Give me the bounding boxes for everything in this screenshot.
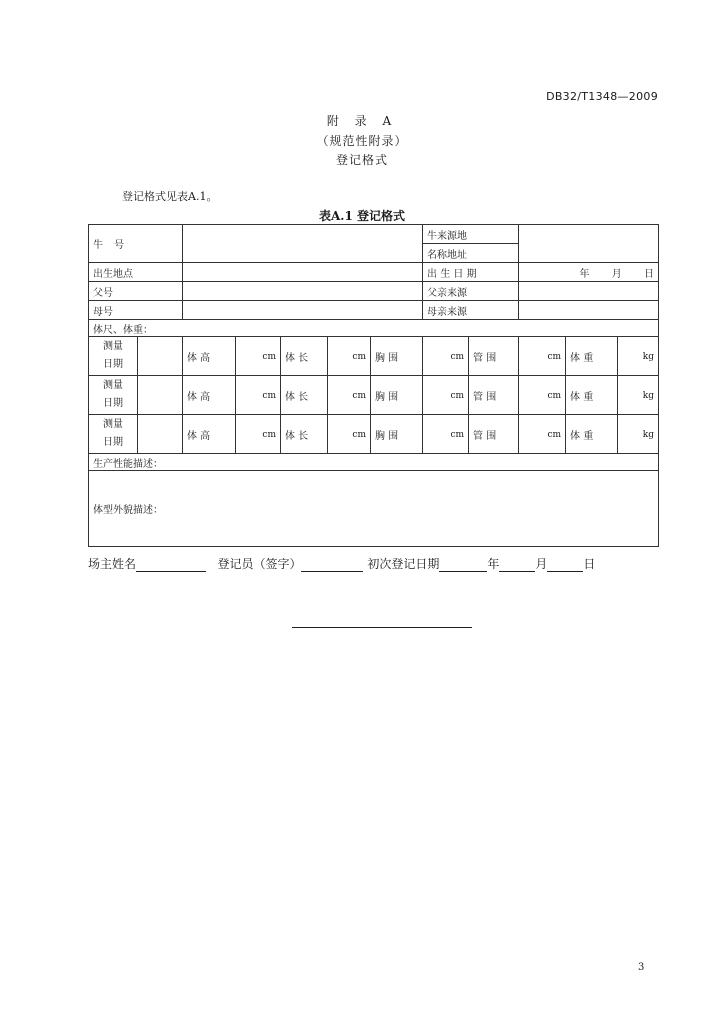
- measure-date-field[interactable]: [138, 415, 183, 454]
- length-label: 体 长: [281, 337, 328, 376]
- weight-field[interactable]: [618, 337, 659, 376]
- month-label: 月: [611, 268, 622, 280]
- cm-unit: cm: [352, 390, 366, 401]
- table-caption-text: 表A.1 登记格式: [318, 209, 406, 223]
- table-row: [89, 454, 659, 471]
- cm-unit: cm: [352, 351, 366, 362]
- first-reg-label: 初次登记日期: [367, 557, 440, 571]
- day-label: 日: [644, 268, 655, 280]
- cm-unit: cm: [262, 429, 276, 440]
- weight-label: 体 重: [566, 415, 618, 454]
- height-label: 体 高: [183, 415, 236, 454]
- month-label: 月: [535, 557, 548, 571]
- length-field[interactable]: [328, 337, 371, 376]
- length-label: 体 长: [281, 415, 328, 454]
- mother-no-label: 母号: [89, 301, 183, 320]
- weight-label: 体 重: [566, 337, 618, 376]
- measure-row: [89, 376, 659, 415]
- intro-text: 登记格式见表A.1。: [122, 190, 218, 203]
- table-row: [89, 225, 659, 244]
- cm-unit: cm: [262, 351, 276, 362]
- table-row: [89, 282, 659, 301]
- cm-unit: cm: [547, 429, 562, 440]
- birth-date-field[interactable]: [519, 263, 659, 282]
- appendix-note: （规范性附录）: [316, 134, 408, 148]
- cannon-label: 管 围: [469, 337, 519, 376]
- cannon-field[interactable]: [519, 376, 566, 415]
- cm-unit: cm: [547, 351, 562, 362]
- birthplace-field[interactable]: [183, 263, 423, 282]
- birthplace-label: 出生地点: [89, 263, 183, 282]
- table-row: [89, 320, 659, 337]
- kg-unit: kg: [642, 351, 655, 362]
- cm-unit: cm: [352, 429, 366, 440]
- chest-field[interactable]: [423, 376, 469, 415]
- cannon-field[interactable]: [519, 415, 566, 454]
- father-no-field[interactable]: [183, 282, 423, 301]
- appearance-desc[interactable]: 体型外貌描述：: [89, 471, 659, 547]
- height-field[interactable]: [236, 376, 281, 415]
- year-label: 年: [487, 557, 500, 571]
- year-label: 年: [579, 268, 590, 280]
- registrar-field[interactable]: [301, 557, 363, 572]
- table-row: [89, 301, 659, 320]
- father-source-label: 父亲来源: [423, 282, 519, 301]
- first-reg-day-field[interactable]: [547, 557, 583, 572]
- end-rule: [292, 627, 472, 628]
- cannon-label: 管 围: [469, 415, 519, 454]
- kg-unit: kg: [642, 390, 655, 401]
- page-number: 3: [638, 962, 645, 973]
- chest-label: 胸 围: [371, 337, 423, 376]
- father-source-field[interactable]: [519, 282, 659, 301]
- source-field[interactable]: [519, 225, 659, 263]
- height-label: 体 高: [183, 376, 236, 415]
- first-reg-year-field[interactable]: [439, 557, 487, 572]
- cattle-no-label: 牛 号: [89, 225, 183, 263]
- cattle-no-field[interactable]: [183, 225, 423, 263]
- signature-line: [88, 555, 668, 572]
- measure-date-label: 测量 日期: [89, 337, 138, 376]
- source-label-2: 名称地址: [423, 244, 519, 263]
- chest-label: 胸 围: [371, 376, 423, 415]
- cm-unit: cm: [450, 429, 465, 440]
- chest-label: 胸 围: [371, 415, 423, 454]
- cm-unit: cm: [450, 390, 465, 401]
- appendix-subtitle: 登记格式: [335, 153, 388, 167]
- weight-field[interactable]: [618, 415, 659, 454]
- appendix-title: 附 录 A: [326, 114, 398, 128]
- measure-row: [89, 337, 659, 376]
- registrar-label: 登记员（签字）: [217, 557, 302, 571]
- cannon-label: 管 围: [469, 376, 519, 415]
- mother-source-label: 母亲来源: [423, 301, 519, 320]
- father-no-label: 父号: [89, 282, 183, 301]
- table-row: [89, 263, 659, 282]
- height-field[interactable]: [236, 337, 281, 376]
- measure-date-field[interactable]: [138, 376, 183, 415]
- height-field[interactable]: [236, 415, 281, 454]
- body-size-header: 体尺、体重：: [89, 320, 659, 337]
- table-row: [89, 471, 659, 547]
- kg-unit: kg: [642, 429, 655, 440]
- table-caption: [0, 207, 724, 224]
- owner-field[interactable]: [136, 557, 206, 572]
- mother-no-field[interactable]: [183, 301, 423, 320]
- mother-source-field[interactable]: [519, 301, 659, 320]
- cm-unit: cm: [450, 351, 465, 362]
- chest-field[interactable]: [423, 337, 469, 376]
- owner-label: 场主姓名: [88, 557, 137, 571]
- weight-label: 体 重: [566, 376, 618, 415]
- cannon-field[interactable]: [519, 337, 566, 376]
- first-reg-month-field[interactable]: [499, 557, 535, 572]
- length-field[interactable]: [328, 376, 371, 415]
- measure-row: [89, 415, 659, 454]
- chest-field[interactable]: [423, 415, 469, 454]
- source-label-1: 牛来源地: [423, 225, 519, 244]
- cm-unit: cm: [547, 390, 562, 401]
- weight-field[interactable]: [618, 376, 659, 415]
- measure-date-field[interactable]: [138, 337, 183, 376]
- cm-unit: cm: [262, 390, 276, 401]
- birth-date-label: 出 生 日 期: [423, 263, 519, 282]
- registration-form-table: [88, 224, 659, 547]
- standard-number: DB32/T1348—2009: [546, 90, 658, 103]
- height-label: 体 高: [183, 337, 236, 376]
- day-label: 日: [583, 557, 596, 571]
- measure-date-label: 测量 日期: [89, 415, 138, 454]
- length-label: 体 长: [281, 376, 328, 415]
- measure-date-label: 测量 日期: [89, 376, 138, 415]
- length-field[interactable]: [328, 415, 371, 454]
- production-desc[interactable]: 生产性能描述：: [89, 454, 659, 471]
